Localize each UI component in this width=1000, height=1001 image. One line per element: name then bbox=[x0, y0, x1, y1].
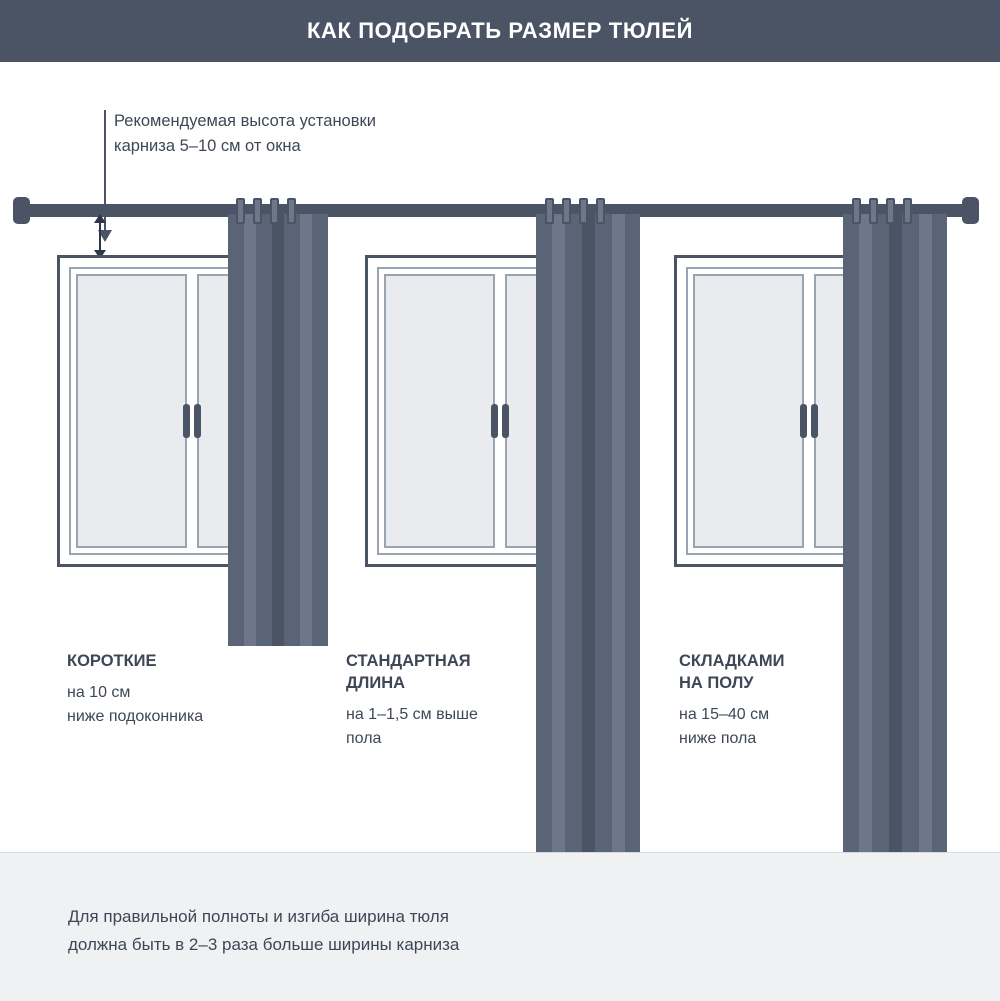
curtain-ring-icon bbox=[236, 198, 245, 224]
curtain-rod bbox=[22, 204, 978, 217]
label-desc bbox=[346, 703, 566, 751]
curtain-fold bbox=[244, 214, 256, 646]
curtain-fold bbox=[582, 214, 595, 852]
window-handle-icon bbox=[491, 404, 498, 438]
window-handle-icon bbox=[502, 404, 509, 438]
curtain-fold bbox=[889, 214, 902, 852]
label-desc-line-2: ниже пола bbox=[679, 730, 757, 747]
footer-line-2: должна быть в 2–3 раза больше ширины карниза bbox=[68, 935, 460, 954]
curtain-ring-icon bbox=[596, 198, 605, 224]
label-desc-line-2: пола bbox=[346, 730, 382, 747]
curtain-ring-icon bbox=[287, 198, 296, 224]
callout-line-1: Рекомендуемая высота установки bbox=[114, 112, 376, 130]
curtain-ring-icon bbox=[545, 198, 554, 224]
window-sash-left bbox=[693, 274, 804, 548]
label-title bbox=[346, 650, 566, 694]
label-desc-line-1: на 10 см bbox=[67, 684, 131, 701]
window-handle-icon bbox=[183, 404, 190, 438]
curtain-ring-icon bbox=[903, 198, 912, 224]
window-handle-icon bbox=[811, 404, 818, 438]
curtain-ring-icon bbox=[253, 198, 262, 224]
curtain-fold bbox=[919, 214, 932, 852]
label-desc-line-1: на 1–1,5 см выше bbox=[346, 706, 478, 723]
footer-bar bbox=[0, 852, 1000, 1001]
curtain-ring-icon bbox=[886, 198, 895, 224]
window-handle-icon bbox=[194, 404, 201, 438]
curtain-fold bbox=[859, 214, 872, 852]
label-title-line-1: СТАНДАРТНАЯ bbox=[346, 652, 471, 670]
curtain-rings-puddled bbox=[852, 198, 912, 224]
curtain-ring-icon bbox=[579, 198, 588, 224]
label-puddled bbox=[679, 650, 899, 751]
curtain-ring-icon bbox=[270, 198, 279, 224]
curtain-puddled bbox=[843, 214, 947, 852]
label-title-line-1: СКЛАДКАМИ bbox=[679, 652, 785, 670]
window-sash-left bbox=[76, 274, 187, 548]
label-title-line-2: ДЛИНА bbox=[346, 674, 406, 692]
window-handle-icon bbox=[800, 404, 807, 438]
curtain-ring-icon bbox=[852, 198, 861, 224]
label-desc-line-2: ниже подоконника bbox=[67, 708, 204, 725]
callout-text bbox=[114, 109, 514, 159]
callout-line-2: карниза 5–10 см от окна bbox=[114, 137, 301, 155]
label-title bbox=[679, 650, 899, 694]
curtain-fold bbox=[612, 214, 625, 852]
curtain-fold bbox=[272, 214, 284, 646]
label-desc bbox=[67, 681, 287, 729]
label-desc-line-1: на 15–40 см bbox=[679, 706, 770, 723]
curtain-fold bbox=[552, 214, 565, 852]
curtain-rings-short bbox=[236, 198, 296, 224]
curtain-fold bbox=[300, 214, 312, 646]
footer-line-1: Для правильной полноты и изгиба ширина тюля bbox=[68, 907, 449, 926]
footer-text bbox=[68, 903, 828, 959]
label-title: КОРОТКИЕ bbox=[67, 652, 157, 670]
curtain-short bbox=[228, 214, 328, 646]
curtain-standard bbox=[536, 214, 640, 852]
curtain-ring-icon bbox=[869, 198, 878, 224]
label-desc bbox=[679, 703, 899, 751]
page-title: КАК ПОДОБРАТЬ РАЗМЕР ТЮЛЕЙ bbox=[307, 18, 693, 43]
illustration-stage bbox=[0, 62, 1000, 852]
label-title-line-2: НА ПОЛУ bbox=[679, 674, 754, 692]
header-bar bbox=[0, 0, 1000, 62]
window-sash-left bbox=[384, 274, 495, 548]
curtain-ring-icon bbox=[562, 198, 571, 224]
label-short bbox=[67, 650, 287, 729]
curtain-rings-standard bbox=[545, 198, 605, 224]
label-standard bbox=[346, 650, 566, 751]
